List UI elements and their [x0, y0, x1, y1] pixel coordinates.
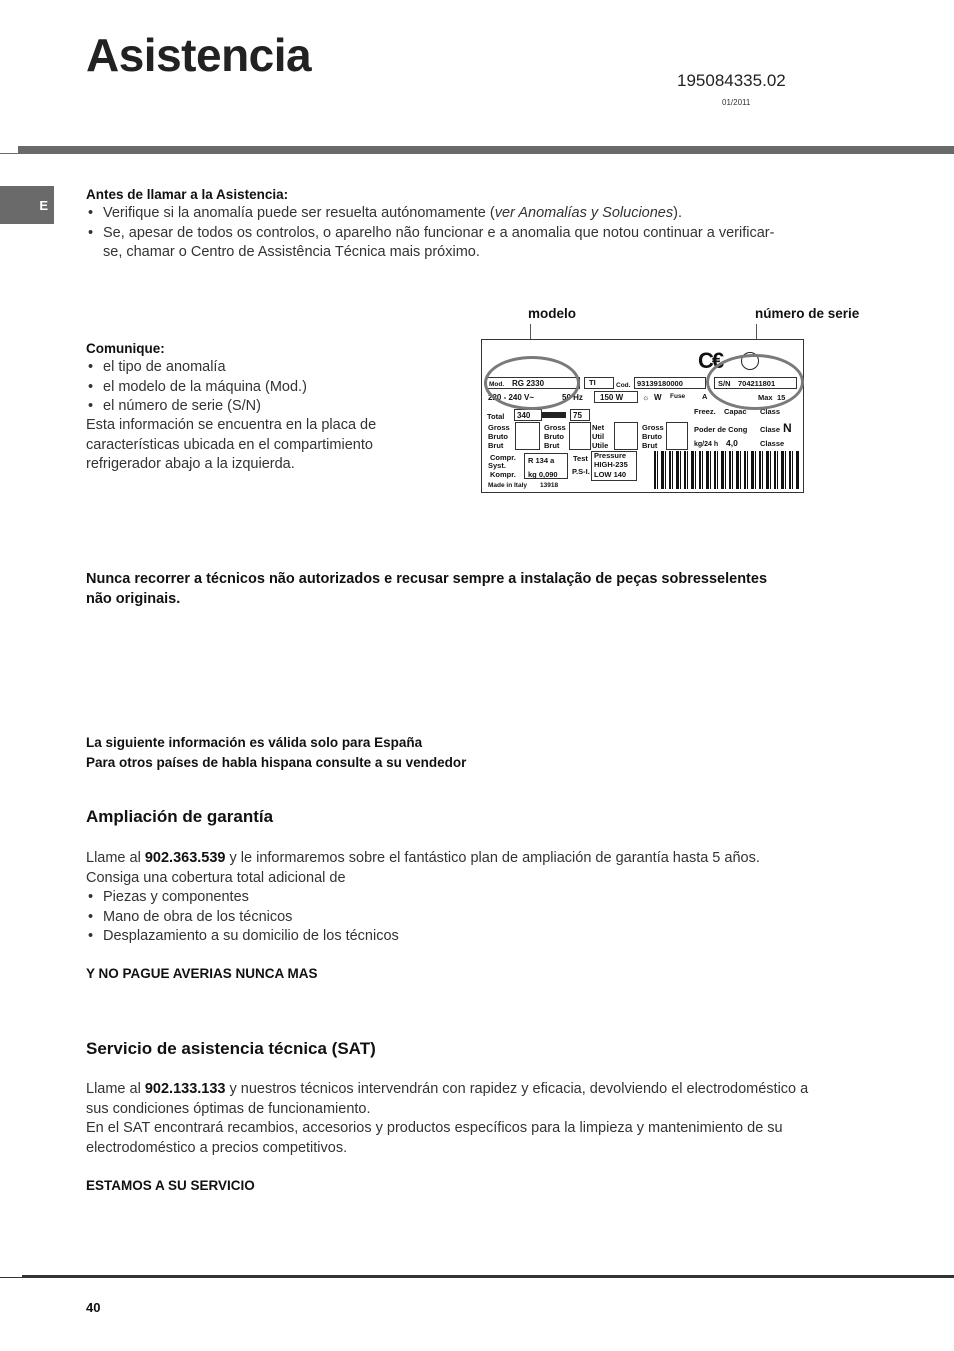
kompr-label: Kompr. — [490, 470, 516, 479]
climate-class-value: N — [783, 421, 792, 435]
list-item: • Mano de obra de los técnicos — [86, 908, 886, 928]
warning-line: Nunca recorrer a técnicos não autorizados e recusar sempre a instalação de peças sobresselentes — [86, 571, 768, 587]
pressure-label: Pressure — [594, 451, 627, 460]
warranty-call-suffix: y le informaremos sobre el fantástico plan de ampliación de garantía hasta 5 años. — [225, 850, 760, 866]
brut-label: Brut — [544, 441, 560, 450]
brut-label: Brut — [488, 441, 504, 450]
list-item: • el número de serie (S/N) — [86, 397, 446, 417]
bruto-label: Bruto — [642, 432, 662, 441]
made-in-label: Made in Italy — [488, 482, 528, 489]
header-divider — [18, 146, 954, 154]
footer-divider — [22, 1275, 954, 1278]
ti-label: TI — [589, 378, 596, 387]
brut-label: Brut — [642, 441, 658, 450]
paragraph-line: refrigerador abajo a la izquierda. — [86, 456, 295, 472]
sat-line: En el SAT encontrará recambios, accesorios y productos específicos para la limpieza y mantenimiento de su — [86, 1120, 783, 1136]
page-number: 40 — [86, 1300, 101, 1315]
sat-line: electrodoméstico a precios competitivos. — [86, 1139, 348, 1156]
page-title: Asistencia — [86, 29, 312, 81]
list-item-line: se, chamar o Centro de Assistência Técnica mais próximo. — [103, 244, 480, 260]
classe-label: Classe — [760, 439, 785, 448]
watts-value: 150 W — [600, 393, 624, 402]
spain-info — [86, 733, 466, 773]
freez-label: Freez. — [694, 407, 716, 416]
warranty-body — [86, 849, 886, 947]
class-label: Class — [760, 407, 781, 416]
sat-heading: Servicio de asistencia técnica (SAT) — [86, 1039, 376, 1058]
freezing-capacity-value: 4,0 — [726, 438, 738, 448]
freezing-capacity-label: Poder de Cong — [694, 425, 748, 434]
max-value: 15 — [777, 393, 786, 402]
sat-slogan: ESTAMOS A SU SERVICIO — [86, 1178, 255, 1193]
list-item: • el modelo de la máquina (Mod.) — [86, 378, 446, 398]
sat-call-prefix: Llame al — [86, 1081, 145, 1097]
sat-call-suffix: y nuestros técnicos intervendrán con rapidez y eficacia, devolviendo el electrodoméstico a — [225, 1081, 809, 1097]
model-value: RG 2330 — [512, 379, 545, 388]
warranty-list — [86, 888, 886, 947]
production-code: 13918 — [540, 482, 559, 489]
model-caption: modelo — [528, 306, 577, 321]
model-highlight-oval — [484, 356, 580, 410]
spain-info-line: La siguiente información es válida solo para España — [86, 735, 423, 750]
mod-label: Mod. — [489, 381, 505, 388]
capac-label: Capac — [724, 407, 747, 416]
bruto-label: Bruto — [488, 432, 508, 441]
kg24-label: kg/24 h — [694, 441, 719, 448]
total-value: 340 — [517, 411, 531, 420]
paragraph-line: características ubicada en el compartimiento — [86, 436, 373, 453]
net-label: Net — [592, 423, 605, 432]
cod-label: Cod. — [616, 382, 631, 389]
serial-value: 704211801 — [738, 379, 776, 388]
anomalies-reference: ver Anomalías y Soluciones — [494, 205, 674, 221]
warning-text — [86, 570, 866, 609]
refrigerant-charge-value: kg 0,090 — [528, 470, 558, 479]
serial-highlight-oval — [706, 354, 804, 410]
test-label: Test — [573, 454, 588, 463]
ce-mark-icon: C€ — [698, 348, 723, 373]
gross-label: Gross — [488, 423, 510, 432]
fuse-label: Fuse — [670, 393, 686, 400]
psi-label: P.S-I. — [572, 467, 590, 476]
sat-line: sus condiciones óptimas de funcionamiento. — [86, 1100, 371, 1117]
before-calling-heading: Antes de llamar a la Asistencia: — [86, 187, 289, 202]
net-box — [614, 422, 638, 450]
warranty-phone: 902.363.539 — [144, 850, 226, 866]
warning-line: não originais. — [86, 590, 181, 607]
high-pressure-value: HIGH-235 — [594, 460, 628, 469]
list-item-text: Verifique si la anomalía puede ser resuelta autónomamente ( — [103, 205, 495, 221]
before-calling-list — [86, 204, 846, 263]
sat-phone: 902.133.133 — [144, 1081, 226, 1097]
list-item-line: Se, apesar de todos os controlos, o aparelho não funcionar e a anomalia que notou continuar a verificar- — [103, 224, 775, 241]
compr-label: Compr. — [490, 453, 516, 462]
list-item — [86, 224, 846, 263]
list-item: • Piezas y componentes — [86, 888, 886, 908]
lamp-power-icon: ☼ — [642, 393, 650, 402]
spain-info-line: Para otros países de habla hispana consulte a su vendedor — [86, 755, 467, 770]
freezer-volume-value: 75 — [573, 411, 582, 420]
footer-divider-stub — [0, 1277, 22, 1278]
warranty-slogan: Y NO PAGUE AVERIAS NUNCA MAS — [86, 966, 318, 981]
total-label: Total — [487, 412, 505, 421]
list-item — [86, 204, 846, 224]
plate-location-paragraph — [86, 416, 446, 475]
sat-body — [86, 1080, 886, 1158]
sn-label: S/N — [718, 379, 731, 388]
document-date: 01/2011 — [722, 98, 751, 107]
clase-label: Clase — [760, 425, 781, 434]
voltage-value: 220 - 240 V~ — [488, 393, 535, 402]
util-label: Util — [592, 432, 605, 441]
gross-label: Gross — [544, 423, 566, 432]
bruto-label: Bruto — [544, 432, 564, 441]
barcode-icon — [654, 451, 800, 489]
serial-number-caption: número de serie — [755, 306, 860, 321]
refrigerant-value: R 134 a — [528, 456, 555, 465]
lamp-watts: W — [654, 393, 662, 402]
freezer-star-icon — [542, 412, 566, 418]
gross-box-1 — [515, 422, 540, 450]
syst-label: Syst. — [488, 461, 506, 470]
frequency-value: 50 Hz — [562, 393, 583, 402]
language-tab: E — [0, 186, 54, 224]
list-item: • el tipo de anomalía — [86, 358, 446, 378]
gross-box-2 — [569, 422, 591, 450]
warranty-heading: Ampliación de garantía — [86, 807, 274, 826]
paragraph-line: Esta información se encuentra en la placa de — [86, 417, 377, 433]
communicate-list — [86, 358, 446, 417]
fuse-unit: A — [702, 392, 708, 401]
low-pressure-value: LOW 140 — [594, 470, 627, 479]
warranty-call-prefix: Llame al — [86, 850, 145, 866]
warranty-line: Consiga una cobertura total adicional de — [86, 869, 346, 886]
gross-box-3 — [666, 422, 688, 450]
max-label: Max — [758, 393, 773, 402]
cod-value: 93139180000 — [637, 379, 683, 388]
list-item: • Desplazamiento a su domicilio de los técnicos — [86, 927, 886, 947]
header-divider-stub — [0, 153, 18, 154]
communicate-heading: Comunique: — [86, 341, 165, 356]
document-number: 195084335.02 — [677, 71, 786, 90]
gross-label: Gross — [642, 423, 664, 432]
utile-label: Utile — [592, 441, 609, 450]
list-item-text-end: ). — [673, 205, 682, 221]
